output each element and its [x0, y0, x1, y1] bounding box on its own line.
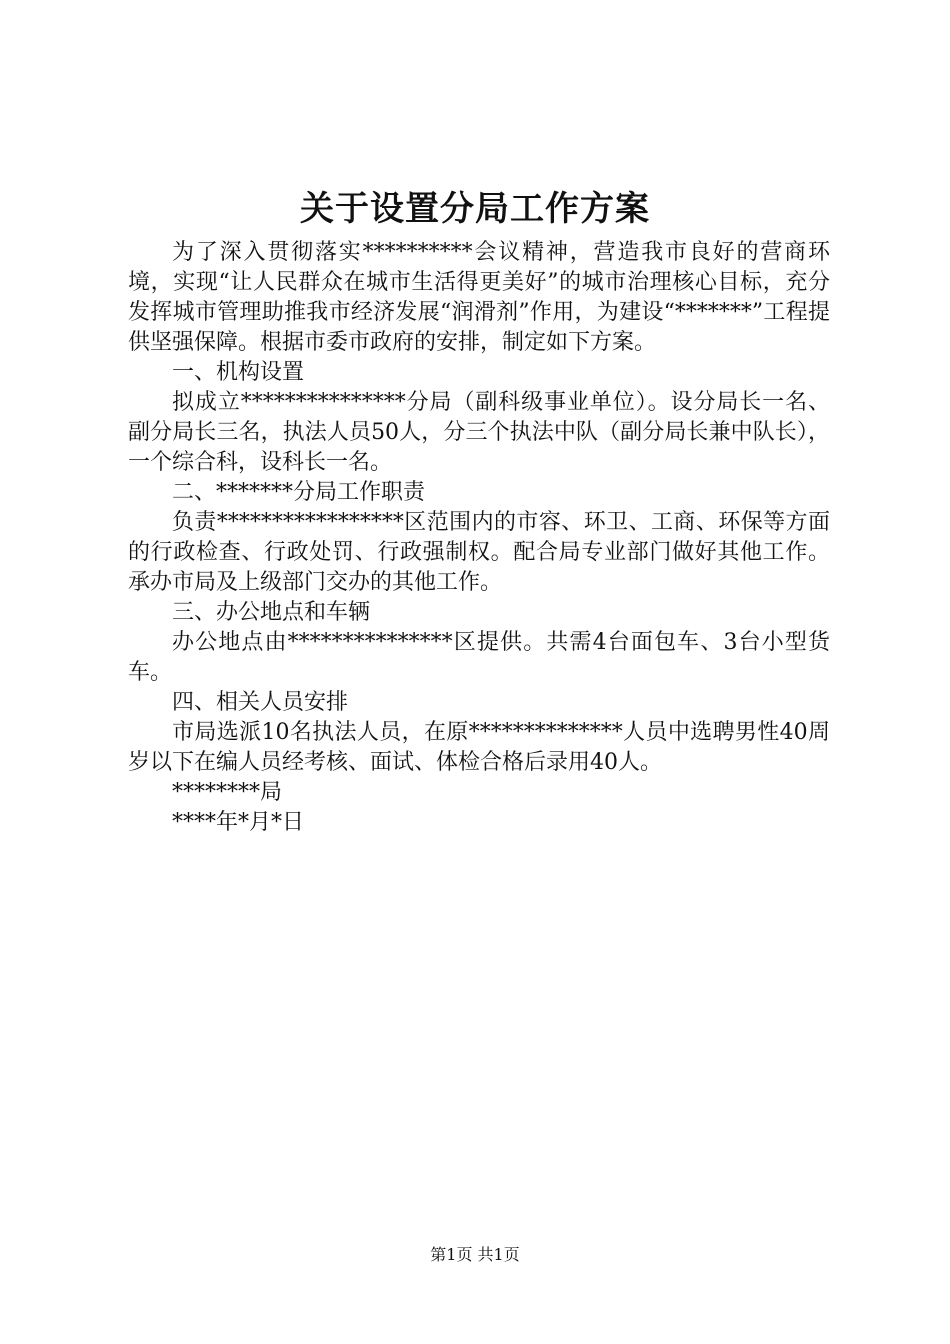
intro-paragraph: 为了深入贯彻落实**********会议精神，营造我市良好的营商环境，实现“让人民群众在城市生活得更美好”的城市治理核心目标，充分发挥城市管理助推我市经济发展“润滑剂”作用，为建设“*******”工程提供坚强保障。根据市委市政府的安排，制定如下方案。 — [128, 240, 830, 355]
signature-date: ****年*月*日 — [172, 810, 305, 835]
duties-paragraph: 负责*****************区范围内的市容、环卫、工商、环保等方面的行政检查、行政处罚、行政强制权。配合局专业部门做好其他工作。承办市局及上级部门交办的其他工作。 — [128, 510, 830, 595]
organization-paragraph: 拟成立***************分局（副科级事业单位）。设分局长一名、副分局长三名，执法人员50人，分三个执法中队（副分局长兼中队长），一个综合科，设科长一名。 — [128, 390, 830, 475]
page-footer: 第1页 共1页 — [430, 1245, 520, 1264]
section-heading-personnel: 四、相关人员安排 — [172, 690, 349, 715]
office-paragraph: 办公地点由***************区提供。共需4台面包车、3台小型货车。 — [128, 630, 830, 685]
document-body — [128, 238, 830, 838]
section-heading-organization: 一、机构设置 — [172, 360, 305, 385]
signature-org: ********局 — [172, 780, 283, 805]
personnel-paragraph: 市局选派10名执法人员，在原**************人员中选聘男性40周岁以下在编人员经考核、面试、体检合格后录用40人。 — [128, 720, 830, 775]
section-heading-office: 三、办公地点和车辆 — [172, 600, 371, 625]
section-heading-duties: 二、*******分局工作职责 — [172, 480, 426, 505]
document-title: 关于设置分局工作方案 — [300, 189, 650, 229]
